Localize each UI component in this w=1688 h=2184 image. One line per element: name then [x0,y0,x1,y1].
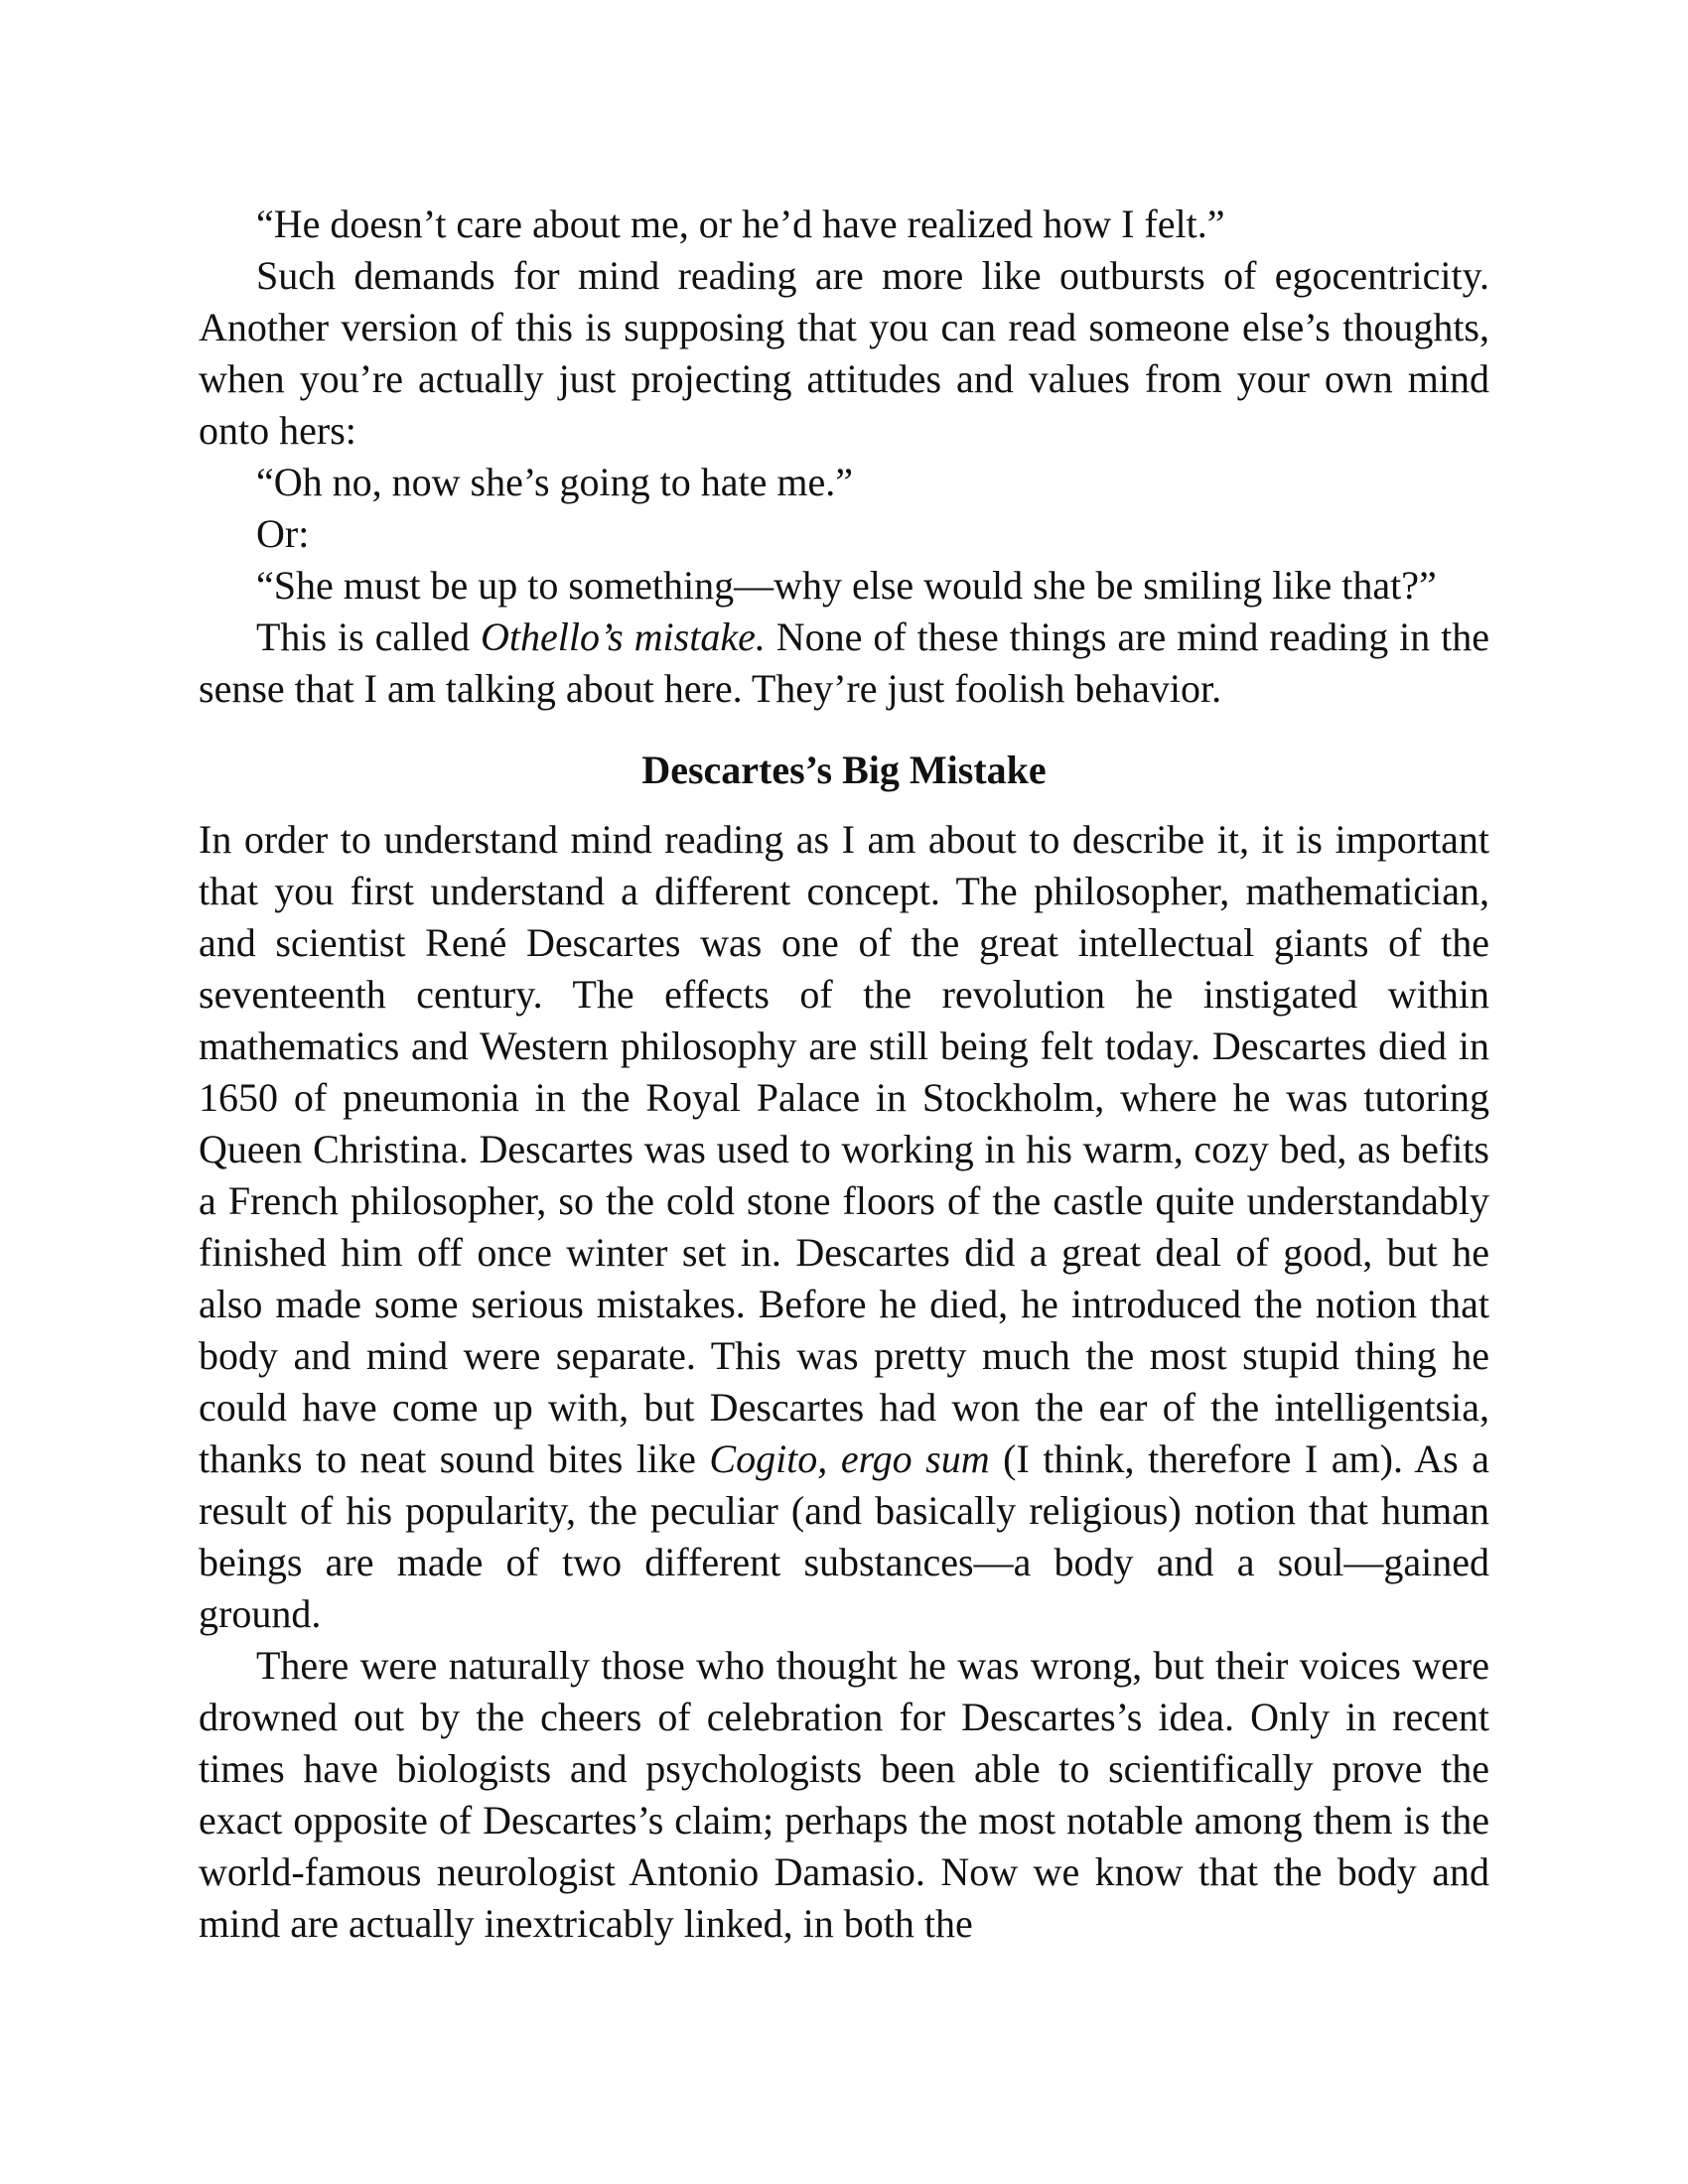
text-span: In order to understand mind reading as I am about to describe it, it is important that you first understand a different concept. The philosopher, mathematician, and scientist René Descartes was one of the great intellectual giants of the seventeenth century. The effects of the revolution he instigated within mathematics and Western philosophy are still being felt today. Descartes died in 1650 of pneumonia in the Royal Palace in Stockholm, where he was tutoring Queen Christina. Descartes was used to working in his warm, cozy bed, as befits a French philosopher, so the cold stone floors of the castle quite understandably finished him off once winter set in. Descartes did a great deal of good, but he also made some serious mistakes. Before he died, he introduced the notion that body and mind were separate. This was pretty much the most stupid thing he could have come up with, but Descartes had won the ear of the intelligentsia, thanks to neat sound bites like [199,817,1489,1481]
text-span: (I think, therefore I am). As a result of his popularity, the peculiar (and basically religious) notion that human beings are made of two different substances—a body and a soul—gained ground. [199,1436,1489,1636]
quote-paragraph: “He doesn’t care about me, or he’d have realized how I felt.” [256,202,1225,246]
italic-term: Othello’s mistake. [481,614,766,659]
body-paragraph [199,612,1489,715]
body-paragraph [199,814,1489,1640]
text-span: None of these things are mind reading in the sense that I am talking about here. They’re just foolish behavior. [199,614,1490,711]
body-paragraph: There were naturally those who thought he was wrong, but their voices were drowned out by the cheers of celebration for Descartes’s idea. Only in recent times have biologists and psychologists been able to scientifically prove the exact opposite of Descartes’s claim; perhaps the most notable among them is the world-famous neurologist Antonio Damasio. Now we know that the body and mind are actually inextricably linked, in both the [199,1643,1489,1946]
quote-paragraph: “She must be up to something—why else would she be smiling like that?” [256,563,1437,608]
text-span: This is called [256,614,482,659]
quote-paragraph: “Oh no, now she’s going to hate me.” [256,460,853,504]
section-heading: Descartes’s Big Mistake [641,748,1047,792]
body-paragraph: Or: [256,511,310,556]
document-page [199,199,1489,1950]
body-paragraph: Such demands for mind reading are more like outbursts of egocentricity. Another version of this is supposing that you can read someone else’s thoughts, when you’re actually just projecting attitudes and values from your own mind onto hers: [199,253,1489,453]
italic-term: Cogito, ergo sum [709,1436,990,1481]
